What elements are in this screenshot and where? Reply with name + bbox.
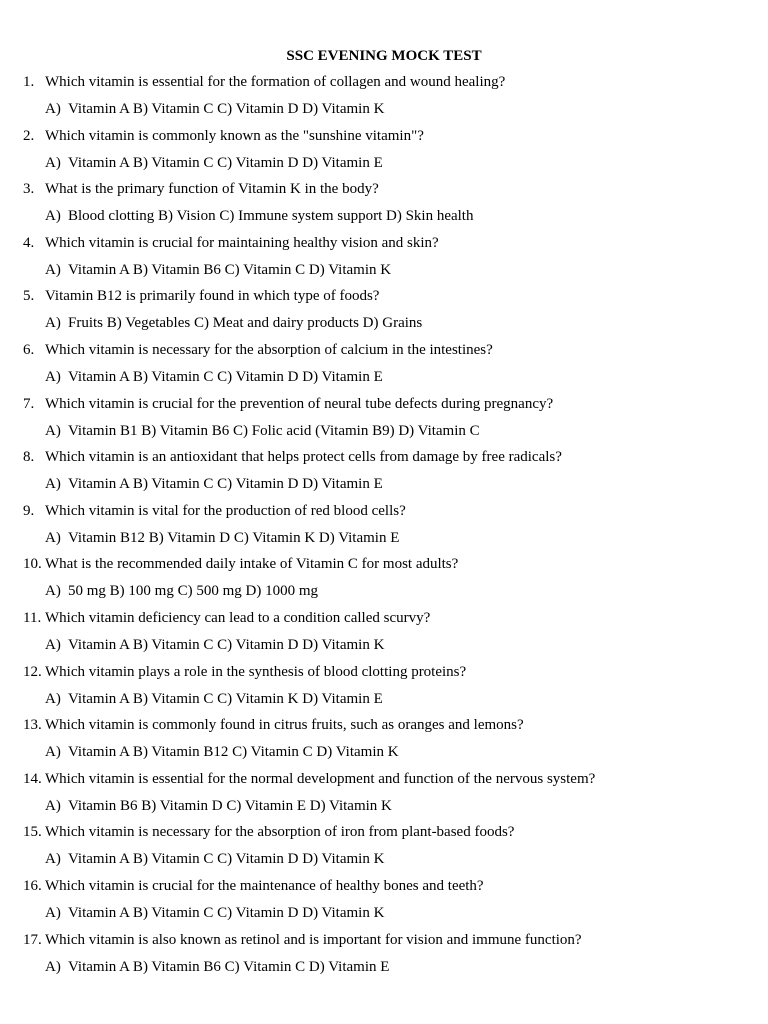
question-text: Which vitamin is an antioxidant that helps protect cells from damage by free radicals? <box>45 449 562 466</box>
answer-options <box>45 796 392 816</box>
question-number: 11. <box>23 609 42 626</box>
question-number: 10. <box>23 556 42 573</box>
question-text: What is the primary function of Vitamin K in the body? <box>45 181 379 198</box>
question-item <box>0 554 768 608</box>
question-text: Which vitamin is vital for the production of red blood cells? <box>45 502 406 519</box>
question-text: Which vitamin is commonly known as the "sunshine vitamin"? <box>45 127 424 144</box>
answer-options <box>45 903 384 923</box>
question-item <box>0 126 768 180</box>
option-prefix: A) <box>45 636 61 653</box>
option-prefix: A) <box>45 958 61 975</box>
question-line <box>23 126 424 146</box>
page-title: SSC EVENING MOCK TEST <box>286 48 482 64</box>
question-number: 3. <box>23 181 35 198</box>
answer-options <box>45 260 391 280</box>
options-text: Vitamin A B) Vitamin C C) Vitamin D D) Vitamin E <box>68 154 383 171</box>
question-item <box>0 340 768 394</box>
answer-options <box>45 367 383 387</box>
question-line <box>23 554 458 574</box>
answer-options <box>45 99 384 119</box>
question-line <box>23 286 379 306</box>
answer-options <box>45 528 399 548</box>
question-number: 4. <box>23 234 35 251</box>
option-prefix: A) <box>45 744 61 761</box>
question-text: Which vitamin deficiency can lead to a condition called scurvy? <box>45 609 431 626</box>
question-item <box>0 447 768 501</box>
option-prefix: A) <box>45 368 61 385</box>
answer-options <box>45 849 384 869</box>
options-text: Vitamin B1 B) Vitamin B6 C) Folic acid (Vitamin B9) D) Vitamin C <box>68 422 480 439</box>
answer-options <box>45 153 383 173</box>
option-prefix: A) <box>45 690 61 707</box>
options-text: Vitamin A B) Vitamin B6 C) Vitamin C D) Vitamin E <box>68 958 390 975</box>
question-line <box>23 501 406 521</box>
option-prefix: A) <box>45 422 61 439</box>
option-prefix: A) <box>45 904 61 921</box>
question-number: 13. <box>23 717 42 734</box>
answer-options <box>45 474 383 494</box>
question-line <box>23 715 524 735</box>
question-item <box>0 769 768 823</box>
option-prefix: A) <box>45 529 61 546</box>
question-item <box>0 179 768 233</box>
options-text: Vitamin A B) Vitamin B6 C) Vitamin C D) Vitamin K <box>68 261 392 278</box>
question-number: 9. <box>23 502 35 519</box>
option-prefix: A) <box>45 315 61 332</box>
question-item <box>0 876 768 930</box>
question-item <box>0 715 768 769</box>
option-prefix: A) <box>45 261 61 278</box>
options-text: Vitamin A B) Vitamin C C) Vitamin D D) Vitamin K <box>68 101 385 117</box>
question-number: 1. <box>23 74 35 90</box>
question-line <box>23 876 484 896</box>
option-prefix: A) <box>45 797 61 814</box>
options-text: Vitamin A B) Vitamin C C) Vitamin D D) Vitamin E <box>68 476 383 493</box>
question-line <box>23 930 582 950</box>
options-text: Vitamin B6 B) Vitamin D C) Vitamin E D) Vitamin K <box>68 797 392 814</box>
question-line <box>23 72 505 92</box>
question-line <box>23 822 514 842</box>
options-text: Vitamin A B) Vitamin B12 C) Vitamin C D) Vitamin K <box>68 744 399 761</box>
option-prefix: A) <box>45 851 61 868</box>
question-number: 14. <box>23 770 42 787</box>
question-number: 17. <box>23 931 42 948</box>
answer-options <box>45 421 480 441</box>
answer-options <box>45 313 422 333</box>
question-line <box>23 179 379 199</box>
question-list <box>0 72 768 983</box>
question-line <box>23 447 562 467</box>
question-line <box>23 608 430 628</box>
question-number: 5. <box>23 288 35 305</box>
question-text: Which vitamin is crucial for the prevention of neural tube defects during pregnancy? <box>45 395 554 412</box>
question-text: Which vitamin is crucial for the maintenance of healthy bones and teeth? <box>45 877 484 894</box>
options-text: Vitamin A B) Vitamin C C) Vitamin D D) Vitamin E <box>68 368 383 385</box>
question-text: Which vitamin is essential for the formation of collagen and wound healing? <box>45 74 506 90</box>
question-text: Vitamin B12 is primarily found in which type of foods? <box>45 288 380 305</box>
question-text: What is the recommended daily intake of Vitamin C for most adults? <box>45 556 459 573</box>
question-item <box>0 822 768 876</box>
question-number: 16. <box>23 877 42 894</box>
question-item <box>0 501 768 555</box>
question-line <box>23 233 439 253</box>
option-prefix: A) <box>45 208 61 225</box>
question-line <box>23 340 493 360</box>
question-text: Which vitamin is also known as retinol and is important for vision and immune function? <box>45 931 582 948</box>
answer-options <box>45 689 383 709</box>
answer-options <box>45 957 389 977</box>
question-item <box>0 394 768 448</box>
option-prefix: A) <box>45 476 61 493</box>
question-number: 6. <box>23 341 35 358</box>
question-number: 2. <box>23 127 35 144</box>
options-text: Fruits B) Vegetables C) Meat and dairy products D) Grains <box>68 315 423 332</box>
options-text: Vitamin A B) Vitamin C C) Vitamin D D) Vitamin K <box>68 904 385 921</box>
question-line <box>23 662 466 682</box>
option-prefix: A) <box>45 583 61 600</box>
options-text: Vitamin B12 B) Vitamin D C) Vitamin K D) Vitamin E <box>68 529 400 546</box>
question-item <box>0 233 768 287</box>
answer-options <box>45 742 399 762</box>
question-line <box>23 769 595 789</box>
question-text: Which vitamin is crucial for maintaining healthy vision and skin? <box>45 234 439 251</box>
answer-options <box>45 581 318 601</box>
options-text: Vitamin A B) Vitamin C C) Vitamin D D) Vitamin K <box>68 851 385 868</box>
options-text: 50 mg B) 100 mg C) 500 mg D) 1000 mg <box>68 583 318 600</box>
option-prefix: A) <box>45 101 61 117</box>
question-item <box>0 608 768 662</box>
answer-options <box>45 206 473 226</box>
question-text: Which vitamin is essential for the normal development and function of the nervous system? <box>45 770 596 787</box>
question-number: 12. <box>23 663 42 680</box>
question-number: 7. <box>23 395 35 412</box>
question-number: 15. <box>23 824 42 841</box>
question-text: Which vitamin is commonly found in citrus fruits, such as oranges and lemons? <box>45 717 524 734</box>
question-text: Which vitamin is necessary for the absorption of calcium in the intestines? <box>45 341 493 358</box>
option-prefix: A) <box>45 154 61 171</box>
question-item <box>0 72 768 126</box>
question-line <box>23 394 553 414</box>
answer-options <box>45 635 384 655</box>
options-text: Vitamin A B) Vitamin C C) Vitamin D D) Vitamin K <box>68 636 385 653</box>
question-text: Which vitamin plays a role in the synthesis of blood clotting proteins? <box>45 663 467 680</box>
options-text: Blood clotting B) Vision C) Immune system support D) Skin health <box>68 208 474 225</box>
options-text: Vitamin A B) Vitamin C C) Vitamin K D) Vitamin E <box>68 690 383 707</box>
question-text: Which vitamin is necessary for the absorption of iron from plant-based foods? <box>45 824 515 841</box>
question-item <box>0 662 768 716</box>
question-item <box>0 930 768 984</box>
question-number: 8. <box>23 449 35 466</box>
question-item <box>0 286 768 340</box>
